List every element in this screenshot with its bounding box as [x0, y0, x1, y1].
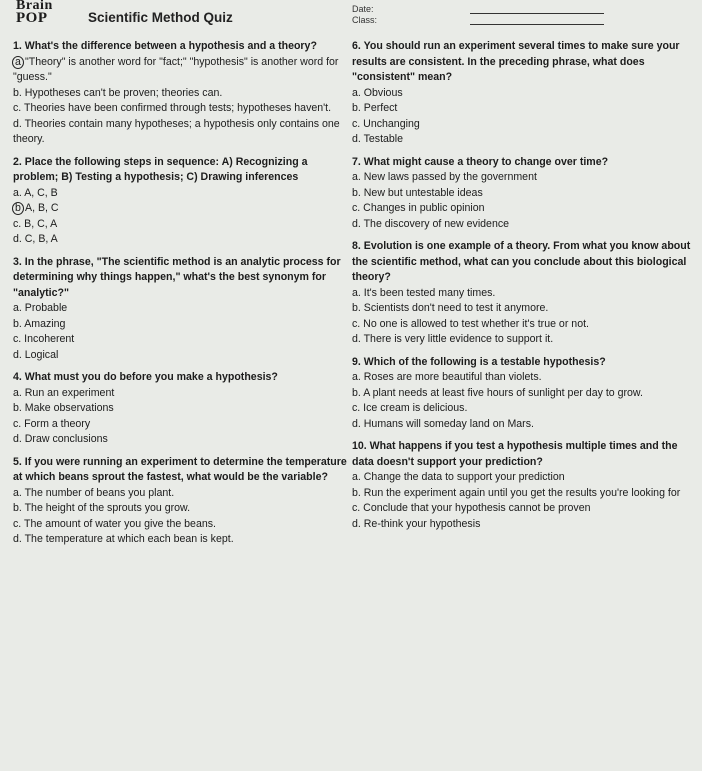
- option-a: a. A, C, B: [13, 186, 58, 199]
- option-d: d. There is very little evidence to support it.: [352, 333, 554, 345]
- right-column: [352, 39, 694, 532]
- option-c: c. Form a theory: [13, 417, 91, 430]
- option-d: d. Testable: [352, 133, 404, 145]
- option-c: c. Conclude that your hypothesis cannot be proven: [352, 502, 591, 514]
- logo-line-pop: POP: [16, 10, 48, 26]
- question-9: [352, 355, 694, 433]
- option-a: a. Roses are more beautiful than violets.: [352, 371, 542, 383]
- question-stem: 5. If you were running an experiment to determine the temperature at which beans sprout the fastest, what would be the variable?: [13, 455, 347, 483]
- answer-circle: a: [12, 56, 24, 69]
- date-line: [470, 13, 604, 14]
- option-b: b. Make observations: [13, 402, 114, 414]
- option-b: b. The height of the sprouts you grow.: [13, 502, 191, 514]
- question-6: [352, 39, 694, 148]
- option-b: b. Run the experiment again until you get the results you're looking for: [352, 486, 681, 499]
- option-d: d. The temperature at which each bean is kept.: [13, 533, 234, 545]
- option-d: d. The discovery of new evidence: [352, 217, 510, 230]
- question-stem: 3. In the phrase, "The scientific method is an analytic process for determining why things happen," what's the best synonym for "analytic?": [13, 255, 341, 299]
- option-d: d. Re-think your hypothesis: [352, 517, 481, 530]
- question-5: [13, 455, 348, 548]
- logo-line-brain: Brain: [16, 0, 53, 13]
- date-field: [352, 4, 374, 14]
- option-c: c. Incoherent: [13, 333, 75, 345]
- option-a: a. Change the data to support your prediction: [352, 471, 565, 483]
- brainpop-logo: [16, 0, 53, 24]
- option-a: a. The number of beans you plant.: [13, 486, 175, 499]
- page-title: Scientific Method Quiz: [88, 10, 233, 25]
- option-c: c. Unchanging: [352, 117, 420, 130]
- option-b: [13, 201, 348, 217]
- question-2: [13, 155, 348, 248]
- option-text: "Theory" is another word for "fact;" "hypothesis" is another word for "guess.": [13, 55, 339, 83]
- class-field: [352, 15, 377, 25]
- option-d: d. Humans will someday land on Mars.: [352, 417, 534, 430]
- question-10: [352, 439, 694, 532]
- option-b: b. New but untestable ideas: [352, 186, 483, 199]
- option-b: b. Perfect: [352, 102, 398, 114]
- option-d: d. C, B, A: [13, 233, 58, 245]
- option-a: a. Probable: [13, 302, 68, 314]
- option-c: c. B, C, A: [13, 217, 58, 230]
- question-stem: 7. What might cause a theory to change over time?: [352, 155, 609, 168]
- option-c: c. Theories have been confirmed through tests; hypotheses haven't.: [13, 102, 332, 114]
- question-stem: 8. Evolution is one example of a theory. From what you know about the scientific method, what can you conclude about this biological theory?: [352, 240, 691, 283]
- question-stem: 10. What happens if you test a hypothesis multiple times and the data doesn't support your prediction?: [352, 440, 678, 468]
- question-4: [13, 370, 348, 448]
- class-label: Class:: [352, 15, 378, 25]
- option-text: A, B, C: [25, 202, 59, 214]
- option-a: a. It's been tested many times.: [352, 286, 496, 299]
- option-b: b. Amazing: [13, 317, 66, 330]
- option-a: [13, 55, 348, 86]
- question-stem: 9. Which of the following is a testable hypothesis?: [352, 355, 606, 368]
- option-a: a. Run an experiment: [13, 386, 115, 399]
- option-c: c. No one is allowed to test whether it's true or not.: [352, 317, 589, 330]
- question-7: [352, 155, 694, 233]
- option-b: b. A plant needs at least five hours of sunlight per day to grow.: [352, 386, 643, 399]
- option-a: a. New laws passed by the government: [352, 171, 537, 183]
- date-label: Date:: [352, 4, 374, 14]
- option-d: d. Draw conclusions: [13, 433, 108, 445]
- question-1: [13, 39, 348, 148]
- question-stem: 6. You should run an experiment several times to make sure your results are consistent. In the preceding phrase, what does "consistent" mean?: [352, 40, 680, 83]
- answer-circle: b: [12, 202, 24, 215]
- question-8: [352, 239, 694, 348]
- question-stem: 2. Place the following steps in sequence: A) Recognizing a problem; B) Testing a hypothesis; C) Drawing inferences: [13, 155, 308, 183]
- option-c: c. Ice cream is delicious.: [352, 402, 468, 414]
- question-stem: 1. What's the difference between a hypothesis and a theory?: [13, 40, 317, 52]
- option-c: c. The amount of water you give the beans.: [13, 517, 216, 530]
- option-a: a. Obvious: [352, 86, 403, 99]
- left-column: [13, 39, 348, 548]
- option-d: d. Theories contain many hypotheses; a hypothesis only contains one theory.: [13, 117, 340, 145]
- option-b: b. Scientists don't need to test it anymore.: [352, 302, 549, 314]
- option-c: c. Changes in public opinion: [352, 202, 485, 214]
- class-line: [470, 24, 604, 25]
- question-stem: 4. What must you do before you make a hypothesis?: [13, 371, 278, 383]
- question-3: [13, 255, 348, 364]
- option-b: b. Hypotheses can't be proven; theories can.: [13, 86, 223, 99]
- option-d: d. Logical: [13, 348, 59, 361]
